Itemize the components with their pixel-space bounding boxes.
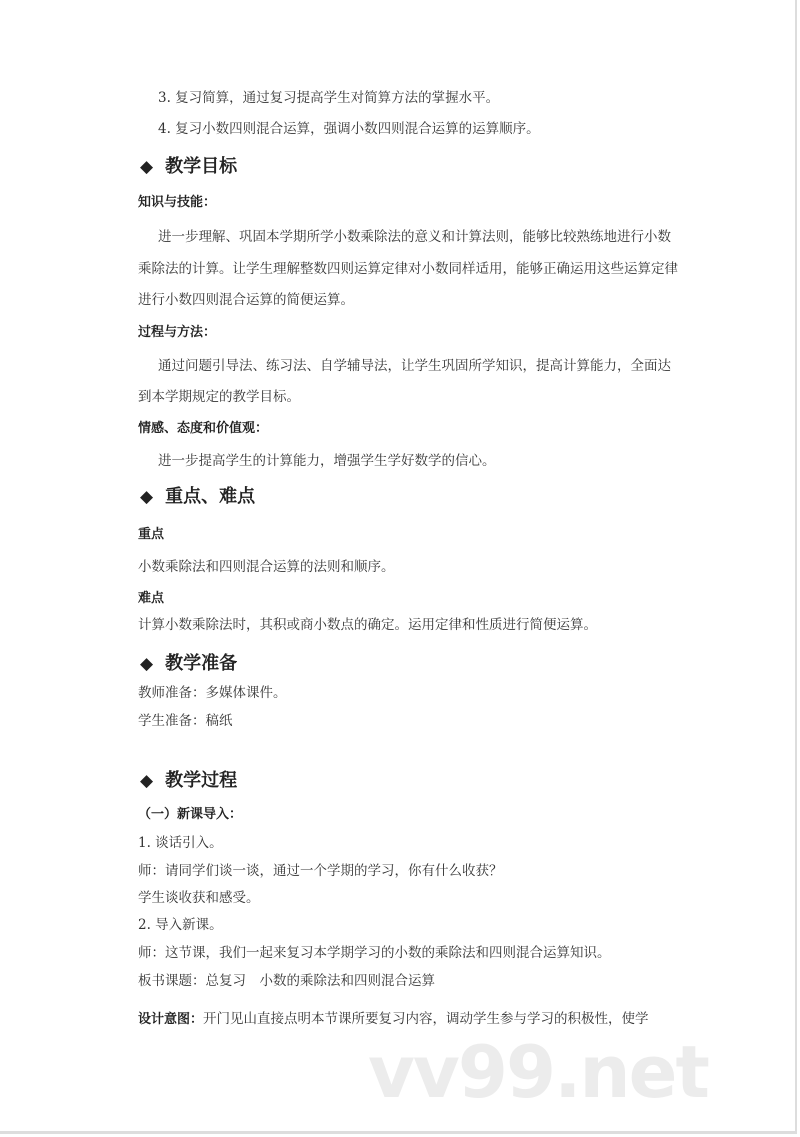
paragraph-line: 1. 谈话引入。 bbox=[138, 835, 223, 851]
paragraph-line: 乘除法的计算。让学生理解整数四则运算定律对小数同样适用，能够正确运用这些运算定律 bbox=[138, 261, 678, 277]
subheading: 重点 bbox=[138, 527, 165, 542]
design-intent bbox=[138, 1010, 649, 1029]
paragraph-line: 板书课题：总复习 小数的乘除法和四则混合运算 bbox=[138, 973, 435, 989]
intro-item: 4. 复习小数四则混合运算，强调小数四则混合运算的运算顺序。 bbox=[158, 121, 540, 137]
subheading: 过程与方法： bbox=[138, 325, 217, 340]
heading-text: 教学目标 bbox=[165, 156, 238, 177]
heading-text: 教学准备 bbox=[165, 653, 238, 674]
design-label: 设计意图： bbox=[138, 1012, 204, 1027]
paragraph-line: 师：请同学们谈一谈，通过一个学期的学习，你有什么收获？ bbox=[138, 863, 503, 879]
paragraph-line: 2. 导入新课。 bbox=[138, 917, 223, 933]
subheading: 情感、态度和价值观： bbox=[138, 421, 269, 436]
paragraph-line: 进一步理解、巩固本学期所学小数乘除法的意义和计算法则，能够比较熟练地进行小数 bbox=[158, 229, 671, 245]
diamond-icon: ◆ bbox=[140, 157, 154, 177]
subheading: 难点 bbox=[138, 591, 165, 606]
paragraph-line: 学生准备：稿纸 bbox=[138, 713, 233, 729]
diamond-icon: ◆ bbox=[140, 771, 154, 791]
paragraph-line: 进行小数四则混合运算的简便运算。 bbox=[138, 292, 354, 308]
section-heading bbox=[140, 652, 237, 676]
intro-item: 3. 复习简算，通过复习提高学生对简算方法的掌握水平。 bbox=[158, 90, 500, 106]
paragraph-line: 师：这节课，我们一起来复习本学期学习的小数的乘除法和四则混合运算知识。 bbox=[138, 945, 611, 961]
subheading: 知识与技能： bbox=[138, 195, 217, 210]
paragraph-line: 到本学期规定的教学目标。 bbox=[138, 389, 300, 405]
paragraph-line: 计算小数乘除法时，其积或商小数点的确定。运用定律和性质进行简便运算。 bbox=[138, 617, 597, 633]
paragraph-line: 教师准备：多媒体课件。 bbox=[138, 685, 287, 701]
paragraph-line: 学生谈收获和感受。 bbox=[138, 890, 260, 906]
section-heading bbox=[140, 155, 237, 179]
heading-text: 教学过程 bbox=[165, 770, 238, 791]
paragraph-line: 进一步提高学生的计算能力，增强学生学好数学的信心。 bbox=[158, 453, 496, 469]
heading-text: 重点、难点 bbox=[165, 486, 256, 507]
diamond-icon: ◆ bbox=[140, 487, 154, 507]
watermark: vv99.net bbox=[368, 1030, 708, 1114]
paragraph-line: 小数乘除法和四则混合运算的法则和顺序。 bbox=[138, 559, 395, 575]
design-text: 开门见山直接点明本节课所要复习内容，调动学生参与学习的积极性，使学 bbox=[203, 1011, 649, 1027]
section-heading bbox=[140, 485, 255, 509]
subheading: （一）新课导入： bbox=[138, 807, 243, 822]
diamond-icon: ◆ bbox=[140, 654, 154, 674]
section-heading bbox=[140, 769, 237, 793]
paragraph-line: 通过问题引导法、练习法、自学辅导法，让学生巩固所学知识，提高计算能力，全面达 bbox=[158, 358, 671, 374]
